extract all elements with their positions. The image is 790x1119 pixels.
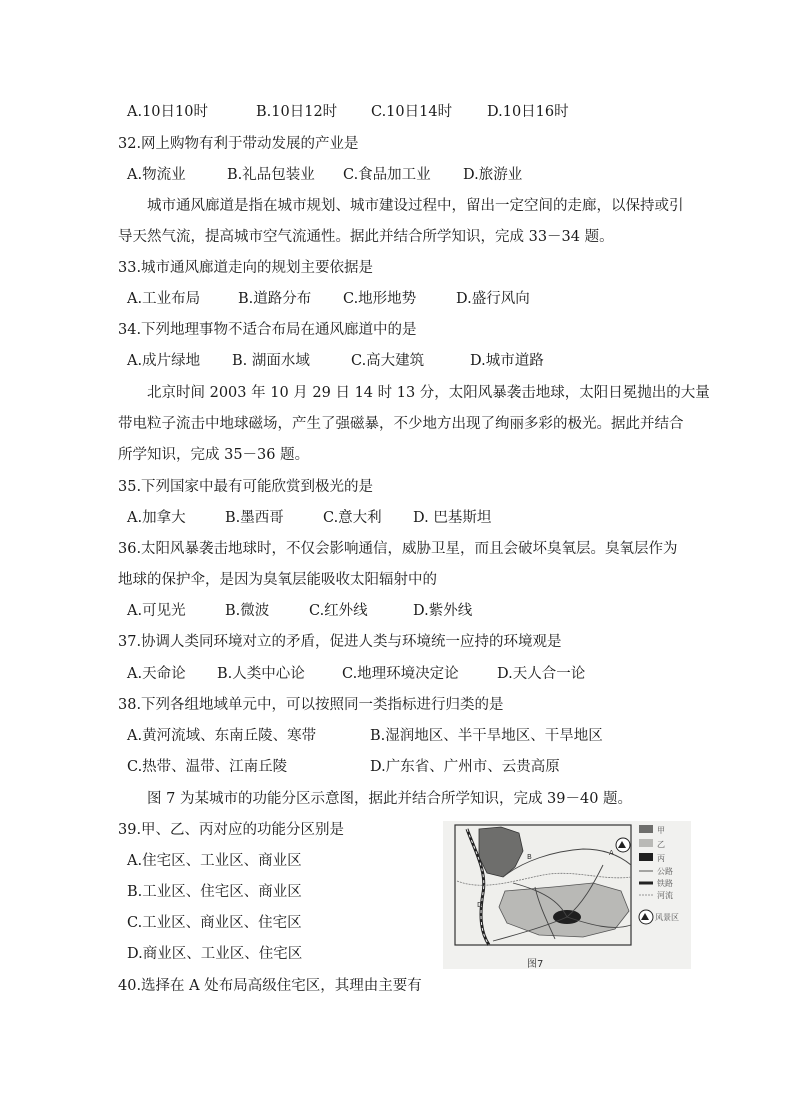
q32-option-d[interactable]: D.旅游业 (463, 167, 523, 183)
q37-option-b[interactable]: B.人类中心论 (217, 666, 305, 682)
q39-option-a[interactable]: A.住宅区、工业区、商业区 (127, 853, 302, 869)
q38-option-b[interactable]: B.湿润地区、半干旱地区、干旱地区 (370, 728, 603, 744)
map-label-b: B (527, 853, 532, 861)
legend-label-river: 河流 (657, 891, 673, 900)
passage1-line1: 城市通风廊道是指在城市规划、城市建设过程中，留出一定空间的走廊，以保持或引 (147, 198, 684, 214)
legend-swatch-jia (639, 825, 653, 833)
figure-7-city-map (443, 821, 691, 969)
q37-option-d[interactable]: D.天人合一论 (497, 666, 586, 682)
passage1-line2: 导天然气流，提高城市空气流通性。据此并结合所学知识，完成 33－34 题。 (118, 229, 614, 245)
q35-option-d[interactable]: D. 巴基斯坦 (413, 510, 492, 526)
q38-stem: 38.下列各组地域单元中，可以按照同一类指标进行归类的是 (118, 697, 504, 713)
q36-option-a[interactable]: A.可见光 (127, 603, 186, 619)
passage3: 图 7 为某城市的功能分区示意图，据此并结合所学知识，完成 39－40 题。 (147, 791, 633, 807)
q34-option-a[interactable]: A.成片绿地 (127, 353, 201, 369)
q33-stem: 33.城市通风廊道走向的规划主要依据是 (118, 260, 374, 276)
q35-option-c[interactable]: C.意大利 (323, 510, 382, 526)
q31-option-a[interactable]: A.10日10时 (127, 104, 208, 120)
passage2-line3: 所学知识，完成 35－36 题。 (118, 447, 310, 463)
q37-stem: 37.协调人类同环境对立的矛盾，促进人类与环境统一应持的环境观是 (118, 634, 562, 650)
q31-option-b[interactable]: B.10日12时 (256, 104, 338, 120)
q33-option-d[interactable]: D.盛行风向 (456, 291, 530, 307)
q38-option-c[interactable]: C.热带、温带、江南丘陵 (127, 759, 288, 775)
q34-option-d[interactable]: D.城市道路 (470, 353, 544, 369)
q37-option-a[interactable]: A.天命论 (127, 666, 186, 682)
q36-stem-line1: 36.太阳风暴袭击地球时，不仅会影响通信，威胁卫星，而且会破坏臭氧层。臭氧层作为 (118, 541, 678, 557)
q39-option-b[interactable]: B.工业区、住宅区、商业区 (127, 884, 302, 900)
legend-label-yi: 乙 (657, 840, 665, 849)
q39-option-d[interactable]: D.商业区、工业区、住宅区 (127, 946, 303, 962)
q40-stem: 40.选择在 A 处布局高级住宅区，其理由主要有 (118, 978, 422, 994)
map-label-a: A (609, 849, 614, 857)
legend-label-scenic: 风景区 (655, 913, 679, 922)
passage2-line1: 北京时间 2003 年 10 月 29 日 14 时 13 分，太阳风暴袭击地球，太阳日冕抛出的大量 (147, 385, 710, 401)
q32-option-a[interactable]: A.物流业 (127, 167, 186, 183)
map-label-d: D (477, 901, 483, 909)
q36-option-d[interactable]: D.紫外线 (413, 603, 473, 619)
q36-option-b[interactable]: B.微波 (225, 603, 270, 619)
q38-option-d[interactable]: D.广东省、广州市、云贵高原 (370, 759, 560, 775)
q39-stem: 39.甲、乙、丙对应的功能分区别是 (118, 822, 345, 838)
legend-label-railway: 铁路 (657, 879, 673, 888)
q36-option-c[interactable]: C.红外线 (309, 603, 368, 619)
legend-swatch-yi (639, 839, 653, 847)
q37-option-c[interactable]: C.地理环境决定论 (342, 666, 459, 682)
legend-swatch-bing (639, 853, 653, 861)
q31-option-d[interactable]: D.10日16时 (487, 104, 569, 120)
legend-label-road: 公路 (657, 867, 673, 876)
figure-caption: 图7 (527, 959, 544, 970)
legend-label-bing: 丙 (657, 854, 665, 863)
q35-option-a[interactable]: A.加拿大 (127, 510, 186, 526)
q39-option-c[interactable]: C.工业区、商业区、住宅区 (127, 915, 302, 931)
q38-option-a[interactable]: A.黄河流域、东南丘陵、寒带 (127, 728, 317, 744)
legend-label-jia: 甲 (657, 826, 665, 835)
q32-stem: 32.网上购物有利于带动发展的产业是 (118, 136, 359, 152)
city-map-graphic (443, 821, 691, 969)
q31-option-c[interactable]: C.10日14时 (371, 104, 453, 120)
q35-option-b[interactable]: B.墨西哥 (225, 510, 284, 526)
q32-option-c[interactable]: C.食品加工业 (343, 167, 431, 183)
q32-option-b[interactable]: B.礼品包装业 (227, 167, 315, 183)
q36-stem-line2: 地球的保护伞，是因为臭氧层能吸收太阳辐射中的 (118, 572, 437, 588)
q33-option-a[interactable]: A.工业布局 (127, 291, 201, 307)
q33-option-b[interactable]: B.道路分布 (238, 291, 312, 307)
q35-stem: 35.下列国家中最有可能欣赏到极光的是 (118, 479, 374, 495)
q34-option-c[interactable]: C.高大建筑 (351, 353, 425, 369)
q34-option-b[interactable]: B. 湖面水域 (232, 353, 310, 369)
passage2-line2: 带电粒子流击中地球磁场，产生了强磁暴，不少地方出现了绚丽多彩的极光。据此并结合 (118, 416, 684, 432)
q34-stem: 34.下列地理事物不适合布局在通风廊道中的是 (118, 322, 417, 338)
q33-option-c[interactable]: C.地形地势 (343, 291, 417, 307)
